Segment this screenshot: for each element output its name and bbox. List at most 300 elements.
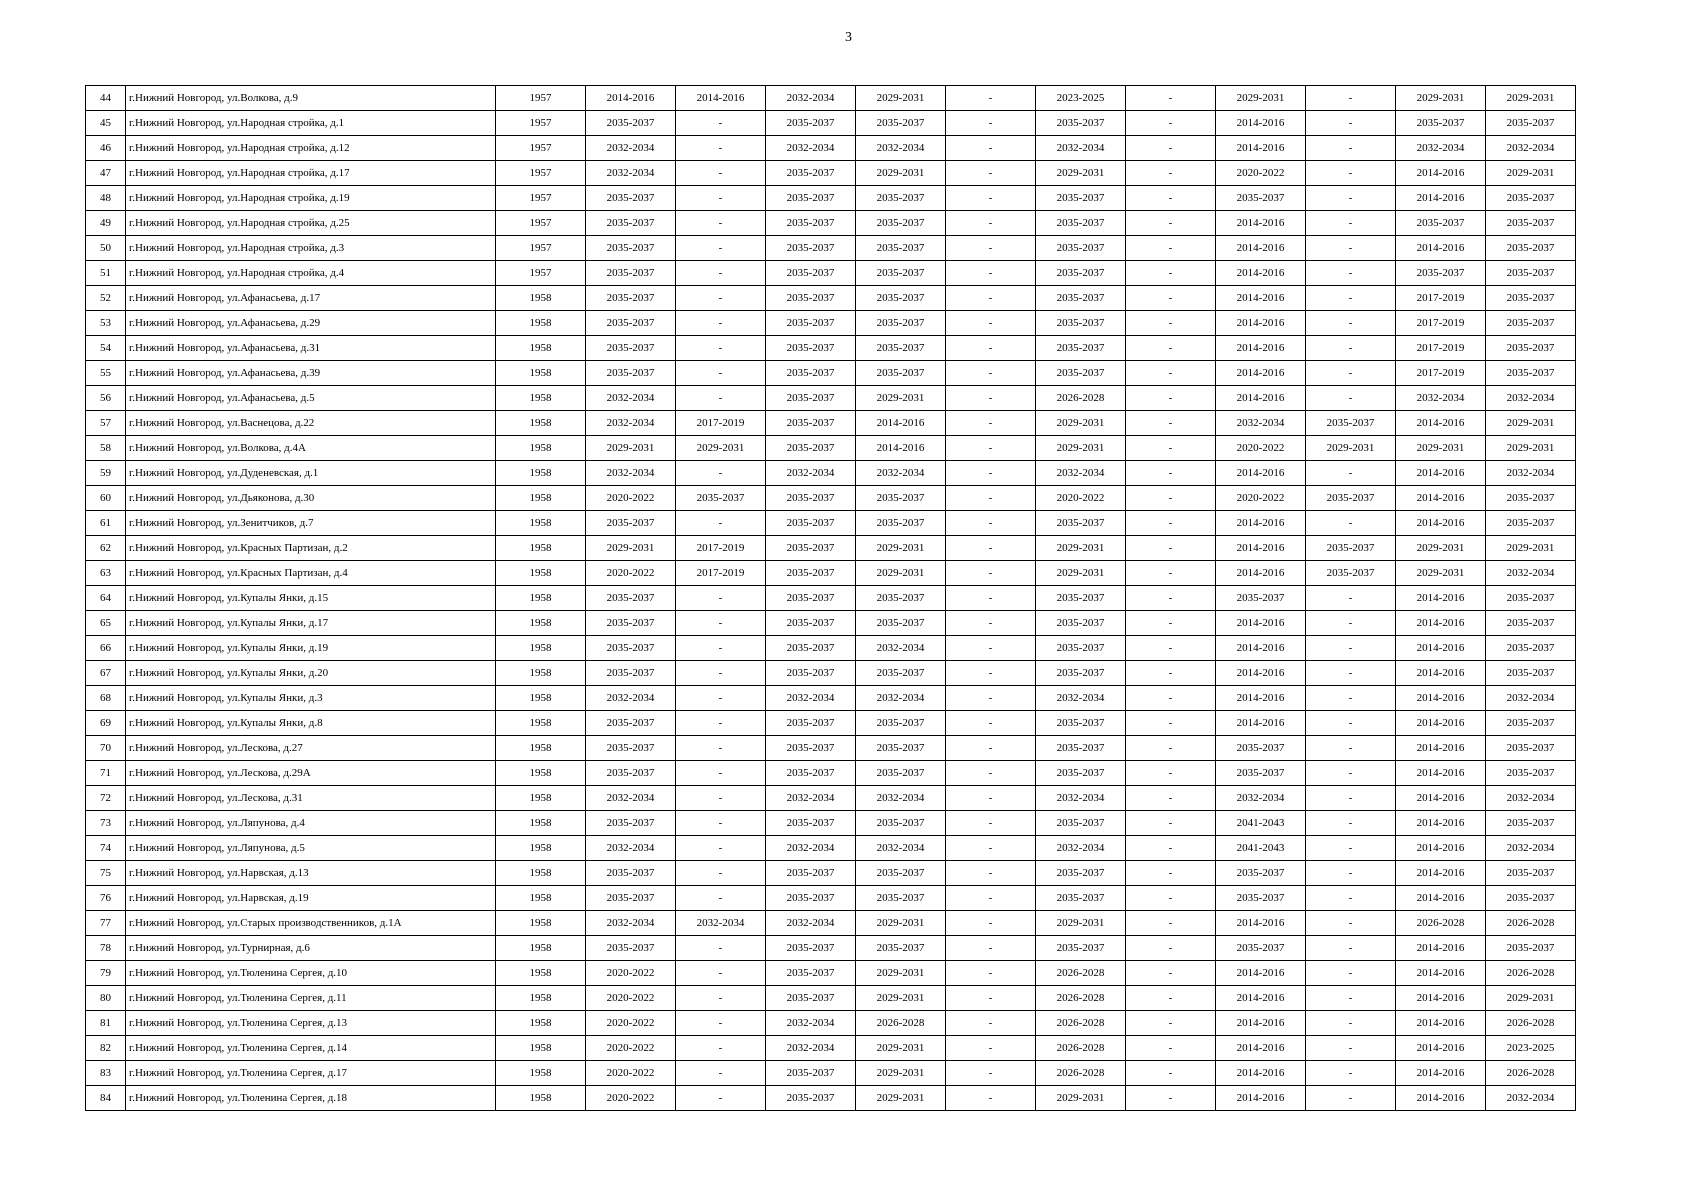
period-cell-4: 2035-2037 bbox=[856, 811, 946, 836]
period-cell-4: 2035-2037 bbox=[856, 311, 946, 336]
period-cell-8: 2014-2016 bbox=[1216, 1036, 1306, 1061]
period-cell-6: 2026-2028 bbox=[1036, 386, 1126, 411]
period-cell-2: 2032-2034 bbox=[676, 911, 766, 936]
period-cell-9: - bbox=[1306, 711, 1396, 736]
period-cell-8: 2035-2037 bbox=[1216, 936, 1306, 961]
period-cell-9: - bbox=[1306, 86, 1396, 111]
period-cell-6: 2035-2037 bbox=[1036, 111, 1126, 136]
period-cell-7: - bbox=[1126, 661, 1216, 686]
table-row bbox=[86, 161, 1576, 186]
period-cell-7: - bbox=[1126, 361, 1216, 386]
table-row bbox=[86, 511, 1576, 536]
period-cell-3: 2035-2037 bbox=[766, 561, 856, 586]
period-cell-8: 2014-2016 bbox=[1216, 561, 1306, 586]
period-cell-11: 2023-2025 bbox=[1486, 1036, 1576, 1061]
period-cell-10: 2014-2016 bbox=[1396, 586, 1486, 611]
period-cell-10: 2035-2037 bbox=[1396, 211, 1486, 236]
row-number-cell: 78 bbox=[86, 936, 126, 961]
period-cell-8: 2014-2016 bbox=[1216, 136, 1306, 161]
period-cell-7: - bbox=[1126, 311, 1216, 336]
address-cell: г.Нижний Новгород, ул.Афанасьева, д.29 bbox=[126, 311, 496, 336]
period-cell-11: 2032-2034 bbox=[1486, 461, 1576, 486]
period-cell-3: 2035-2037 bbox=[766, 311, 856, 336]
period-cell-10: 2014-2016 bbox=[1396, 1036, 1486, 1061]
row-number-cell: 81 bbox=[86, 1011, 126, 1036]
period-cell-1: 2035-2037 bbox=[586, 236, 676, 261]
period-cell-11: 2032-2034 bbox=[1486, 136, 1576, 161]
period-cell-9: 2035-2037 bbox=[1306, 486, 1396, 511]
period-cell-6: 2035-2037 bbox=[1036, 261, 1126, 286]
period-cell-9: - bbox=[1306, 586, 1396, 611]
period-cell-1: 2029-2031 bbox=[586, 536, 676, 561]
year-cell: 1958 bbox=[496, 686, 586, 711]
period-cell-1: 2035-2037 bbox=[586, 111, 676, 136]
row-number-cell: 51 bbox=[86, 261, 126, 286]
period-cell-4: 2035-2037 bbox=[856, 711, 946, 736]
period-cell-5: - bbox=[946, 536, 1036, 561]
period-cell-7: - bbox=[1126, 636, 1216, 661]
table-row bbox=[86, 436, 1576, 461]
period-cell-6: 2035-2037 bbox=[1036, 661, 1126, 686]
period-cell-3: 2035-2037 bbox=[766, 611, 856, 636]
period-cell-1: 2035-2037 bbox=[586, 711, 676, 736]
period-cell-2: - bbox=[676, 286, 766, 311]
period-cell-3: 2035-2037 bbox=[766, 486, 856, 511]
period-cell-10: 2014-2016 bbox=[1396, 1086, 1486, 1111]
period-cell-11: 2029-2031 bbox=[1486, 86, 1576, 111]
period-cell-5: - bbox=[946, 561, 1036, 586]
year-cell: 1958 bbox=[496, 836, 586, 861]
period-cell-2: 2017-2019 bbox=[676, 536, 766, 561]
period-cell-1: 2020-2022 bbox=[586, 961, 676, 986]
period-cell-10: 2032-2034 bbox=[1396, 136, 1486, 161]
period-cell-4: 2029-2031 bbox=[856, 961, 946, 986]
period-cell-11: 2032-2034 bbox=[1486, 1086, 1576, 1111]
row-number-cell: 68 bbox=[86, 686, 126, 711]
table-row bbox=[86, 236, 1576, 261]
address-cell: г.Нижний Новгород, ул.Ляпунова, д.5 bbox=[126, 836, 496, 861]
period-cell-5: - bbox=[946, 636, 1036, 661]
period-cell-4: 2029-2031 bbox=[856, 536, 946, 561]
period-cell-2: - bbox=[676, 136, 766, 161]
period-cell-9: - bbox=[1306, 286, 1396, 311]
period-cell-10: 2014-2016 bbox=[1396, 661, 1486, 686]
period-cell-8: 2032-2034 bbox=[1216, 411, 1306, 436]
year-cell: 1958 bbox=[496, 311, 586, 336]
period-cell-6: 2029-2031 bbox=[1036, 1086, 1126, 1111]
period-cell-7: - bbox=[1126, 136, 1216, 161]
period-cell-1: 2035-2037 bbox=[586, 811, 676, 836]
period-cell-2: - bbox=[676, 711, 766, 736]
period-cell-1: 2035-2037 bbox=[586, 736, 676, 761]
period-cell-11: 2035-2037 bbox=[1486, 111, 1576, 136]
period-cell-11: 2035-2037 bbox=[1486, 186, 1576, 211]
period-cell-11: 2035-2037 bbox=[1486, 811, 1576, 836]
period-cell-1: 2035-2037 bbox=[586, 636, 676, 661]
period-cell-11: 2026-2028 bbox=[1486, 961, 1576, 986]
period-cell-11: 2032-2034 bbox=[1486, 786, 1576, 811]
year-cell: 1958 bbox=[496, 611, 586, 636]
period-cell-5: - bbox=[946, 1036, 1036, 1061]
address-cell: г.Нижний Новгород, ул.Тюленина Сергея, д.10 bbox=[126, 961, 496, 986]
period-cell-3: 2035-2037 bbox=[766, 386, 856, 411]
period-cell-9: - bbox=[1306, 911, 1396, 936]
period-cell-1: 2032-2034 bbox=[586, 686, 676, 711]
period-cell-6: 2035-2037 bbox=[1036, 586, 1126, 611]
period-cell-1: 2032-2034 bbox=[586, 161, 676, 186]
row-number-cell: 50 bbox=[86, 236, 126, 261]
address-cell: г.Нижний Новгород, ул.Народная стройка, д.19 bbox=[126, 186, 496, 211]
period-cell-11: 2035-2037 bbox=[1486, 636, 1576, 661]
table-row bbox=[86, 911, 1576, 936]
period-cell-1: 2029-2031 bbox=[586, 436, 676, 461]
period-cell-10: 2035-2037 bbox=[1396, 261, 1486, 286]
table-row bbox=[86, 461, 1576, 486]
period-cell-5: - bbox=[946, 411, 1036, 436]
period-cell-8: 2014-2016 bbox=[1216, 611, 1306, 636]
table-row bbox=[86, 1036, 1576, 1061]
address-cell: г.Нижний Новгород, ул.Купалы Янки, д.15 bbox=[126, 586, 496, 611]
period-cell-4: 2032-2034 bbox=[856, 461, 946, 486]
period-cell-8: 2035-2037 bbox=[1216, 586, 1306, 611]
period-cell-3: 2035-2037 bbox=[766, 586, 856, 611]
period-cell-6: 2035-2037 bbox=[1036, 761, 1126, 786]
period-cell-4: 2029-2031 bbox=[856, 1086, 946, 1111]
period-cell-9: - bbox=[1306, 786, 1396, 811]
table-row bbox=[86, 836, 1576, 861]
row-number-cell: 53 bbox=[86, 311, 126, 336]
year-cell: 1958 bbox=[496, 461, 586, 486]
period-cell-1: 2020-2022 bbox=[586, 1036, 676, 1061]
period-cell-7: - bbox=[1126, 986, 1216, 1011]
year-cell: 1957 bbox=[496, 211, 586, 236]
period-cell-6: 2023-2025 bbox=[1036, 86, 1126, 111]
period-cell-6: 2035-2037 bbox=[1036, 611, 1126, 636]
period-cell-3: 2035-2037 bbox=[766, 536, 856, 561]
period-cell-10: 2014-2016 bbox=[1396, 186, 1486, 211]
period-cell-3: 2035-2037 bbox=[766, 211, 856, 236]
period-cell-7: - bbox=[1126, 386, 1216, 411]
period-cell-2: - bbox=[676, 611, 766, 636]
period-cell-5: - bbox=[946, 186, 1036, 211]
period-cell-2: - bbox=[676, 1086, 766, 1111]
period-cell-4: 2032-2034 bbox=[856, 686, 946, 711]
period-cell-1: 2020-2022 bbox=[586, 486, 676, 511]
period-cell-1: 2032-2034 bbox=[586, 136, 676, 161]
period-cell-8: 2014-2016 bbox=[1216, 511, 1306, 536]
period-cell-8: 2014-2016 bbox=[1216, 211, 1306, 236]
period-cell-4: 2029-2031 bbox=[856, 386, 946, 411]
row-number-cell: 60 bbox=[86, 486, 126, 511]
period-cell-8: 2035-2037 bbox=[1216, 861, 1306, 886]
period-cell-3: 2035-2037 bbox=[766, 1086, 856, 1111]
table-row bbox=[86, 936, 1576, 961]
row-number-cell: 70 bbox=[86, 736, 126, 761]
row-number-cell: 79 bbox=[86, 961, 126, 986]
period-cell-6: 2035-2037 bbox=[1036, 886, 1126, 911]
period-cell-9: - bbox=[1306, 636, 1396, 661]
period-cell-1: 2020-2022 bbox=[586, 1061, 676, 1086]
year-cell: 1957 bbox=[496, 186, 586, 211]
address-cell: г.Нижний Новгород, ул.Ляпунова, д.4 bbox=[126, 811, 496, 836]
period-cell-4: 2035-2037 bbox=[856, 186, 946, 211]
period-cell-3: 2032-2034 bbox=[766, 1011, 856, 1036]
address-cell: г.Нижний Новгород, ул.Дьяконова, д.30 bbox=[126, 486, 496, 511]
period-cell-4: 2035-2037 bbox=[856, 211, 946, 236]
period-cell-2: - bbox=[676, 211, 766, 236]
table-row bbox=[86, 711, 1576, 736]
period-cell-9: 2035-2037 bbox=[1306, 561, 1396, 586]
period-cell-10: 2029-2031 bbox=[1396, 86, 1486, 111]
table-row bbox=[86, 986, 1576, 1011]
period-cell-7: - bbox=[1126, 586, 1216, 611]
period-cell-1: 2035-2037 bbox=[586, 611, 676, 636]
period-cell-5: - bbox=[946, 461, 1036, 486]
period-cell-11: 2035-2037 bbox=[1486, 611, 1576, 636]
period-cell-5: - bbox=[946, 786, 1036, 811]
row-number-cell: 71 bbox=[86, 761, 126, 786]
address-cell: г.Нижний Новгород, ул.Тюленина Сергея, д.17 bbox=[126, 1061, 496, 1086]
period-cell-4: 2035-2037 bbox=[856, 261, 946, 286]
period-cell-5: - bbox=[946, 361, 1036, 386]
period-cell-2: - bbox=[676, 986, 766, 1011]
period-cell-1: 2035-2037 bbox=[586, 261, 676, 286]
period-cell-7: - bbox=[1126, 936, 1216, 961]
period-cell-1: 2035-2037 bbox=[586, 186, 676, 211]
row-number-cell: 67 bbox=[86, 661, 126, 686]
year-cell: 1958 bbox=[496, 786, 586, 811]
address-cell: г.Нижний Новгород, ул.Старых производственников, д.1А bbox=[126, 911, 496, 936]
year-cell: 1958 bbox=[496, 711, 586, 736]
address-cell: г.Нижний Новгород, ул.Купалы Янки, д.17 bbox=[126, 611, 496, 636]
period-cell-6: 2029-2031 bbox=[1036, 536, 1126, 561]
table-row bbox=[86, 586, 1576, 611]
period-cell-10: 2014-2016 bbox=[1396, 1011, 1486, 1036]
period-cell-3: 2035-2037 bbox=[766, 161, 856, 186]
period-cell-3: 2032-2034 bbox=[766, 911, 856, 936]
period-cell-10: 2014-2016 bbox=[1396, 811, 1486, 836]
period-cell-5: - bbox=[946, 211, 1036, 236]
period-cell-8: 2035-2037 bbox=[1216, 186, 1306, 211]
period-cell-4: 2035-2037 bbox=[856, 611, 946, 636]
period-cell-3: 2035-2037 bbox=[766, 711, 856, 736]
address-cell: г.Нижний Новгород, ул.Афанасьева, д.31 bbox=[126, 336, 496, 361]
table-row bbox=[86, 136, 1576, 161]
period-cell-7: - bbox=[1126, 1011, 1216, 1036]
period-cell-11: 2035-2037 bbox=[1486, 861, 1576, 886]
year-cell: 1957 bbox=[496, 86, 586, 111]
row-number-cell: 46 bbox=[86, 136, 126, 161]
period-cell-1: 2020-2022 bbox=[586, 986, 676, 1011]
period-cell-3: 2035-2037 bbox=[766, 736, 856, 761]
period-cell-3: 2035-2037 bbox=[766, 1061, 856, 1086]
period-cell-6: 2035-2037 bbox=[1036, 861, 1126, 886]
period-cell-10: 2014-2016 bbox=[1396, 686, 1486, 711]
period-cell-5: - bbox=[946, 1086, 1036, 1111]
period-cell-11: 2035-2037 bbox=[1486, 311, 1576, 336]
period-cell-11: 2032-2034 bbox=[1486, 561, 1576, 586]
period-cell-2: 2029-2031 bbox=[676, 436, 766, 461]
period-cell-10: 2029-2031 bbox=[1396, 436, 1486, 461]
period-cell-1: 2035-2037 bbox=[586, 886, 676, 911]
row-number-cell: 59 bbox=[86, 461, 126, 486]
table-row bbox=[86, 661, 1576, 686]
period-cell-9: - bbox=[1306, 886, 1396, 911]
period-cell-11: 2026-2028 bbox=[1486, 1061, 1576, 1086]
period-cell-4: 2035-2037 bbox=[856, 761, 946, 786]
year-cell: 1958 bbox=[496, 336, 586, 361]
period-cell-5: - bbox=[946, 711, 1036, 736]
period-cell-3: 2035-2037 bbox=[766, 861, 856, 886]
period-cell-6: 2032-2034 bbox=[1036, 461, 1126, 486]
table-row bbox=[86, 336, 1576, 361]
row-number-cell: 62 bbox=[86, 536, 126, 561]
period-cell-8: 2014-2016 bbox=[1216, 536, 1306, 561]
address-cell: г.Нижний Новгород, ул.Афанасьева, д.39 bbox=[126, 361, 496, 386]
period-cell-6: 2029-2031 bbox=[1036, 561, 1126, 586]
period-cell-6: 2035-2037 bbox=[1036, 636, 1126, 661]
address-cell: г.Нижний Новгород, ул.Тюленина Сергея, д.13 bbox=[126, 1011, 496, 1036]
period-cell-7: - bbox=[1126, 1061, 1216, 1086]
period-cell-2: - bbox=[676, 686, 766, 711]
row-number-cell: 58 bbox=[86, 436, 126, 461]
period-cell-1: 2032-2034 bbox=[586, 786, 676, 811]
period-cell-10: 2014-2016 bbox=[1396, 161, 1486, 186]
period-cell-7: - bbox=[1126, 286, 1216, 311]
period-cell-9: - bbox=[1306, 661, 1396, 686]
year-cell: 1958 bbox=[496, 1036, 586, 1061]
period-cell-6: 2035-2037 bbox=[1036, 236, 1126, 261]
period-cell-2: - bbox=[676, 811, 766, 836]
period-cell-11: 2032-2034 bbox=[1486, 386, 1576, 411]
period-cell-9: - bbox=[1306, 111, 1396, 136]
period-cell-5: - bbox=[946, 586, 1036, 611]
period-cell-11: 2026-2028 bbox=[1486, 911, 1576, 936]
table-row bbox=[86, 761, 1576, 786]
period-cell-5: - bbox=[946, 136, 1036, 161]
period-cell-10: 2014-2016 bbox=[1396, 461, 1486, 486]
period-cell-1: 2032-2034 bbox=[586, 386, 676, 411]
period-cell-1: 2020-2022 bbox=[586, 561, 676, 586]
address-cell: г.Нижний Новгород, ул.Купалы Янки, д.20 bbox=[126, 661, 496, 686]
address-cell: г.Нижний Новгород, ул.Народная стройка, д.12 bbox=[126, 136, 496, 161]
address-cell: г.Нижний Новгород, ул.Купалы Янки, д.8 bbox=[126, 711, 496, 736]
period-cell-6: 2035-2037 bbox=[1036, 211, 1126, 236]
period-cell-11: 2035-2037 bbox=[1486, 486, 1576, 511]
address-cell: г.Нижний Новгород, ул.Тюленина Сергея, д.11 bbox=[126, 986, 496, 1011]
period-cell-11: 2035-2037 bbox=[1486, 336, 1576, 361]
row-number-cell: 83 bbox=[86, 1061, 126, 1086]
table-row bbox=[86, 786, 1576, 811]
year-cell: 1957 bbox=[496, 111, 586, 136]
period-cell-8: 2020-2022 bbox=[1216, 161, 1306, 186]
address-cell: г.Нижний Новгород, ул.Зенитчиков, д.7 bbox=[126, 511, 496, 536]
period-cell-2: - bbox=[676, 236, 766, 261]
period-cell-7: - bbox=[1126, 736, 1216, 761]
period-cell-1: 2032-2034 bbox=[586, 911, 676, 936]
period-cell-8: 2014-2016 bbox=[1216, 711, 1306, 736]
period-cell-11: 2035-2037 bbox=[1486, 761, 1576, 786]
period-cell-3: 2035-2037 bbox=[766, 186, 856, 211]
period-cell-1: 2035-2037 bbox=[586, 211, 676, 236]
period-cell-7: - bbox=[1126, 1036, 1216, 1061]
period-cell-8: 2014-2016 bbox=[1216, 911, 1306, 936]
period-cell-4: 2032-2034 bbox=[856, 836, 946, 861]
table-row bbox=[86, 261, 1576, 286]
period-cell-4: 2026-2028 bbox=[856, 1011, 946, 1036]
period-cell-5: - bbox=[946, 161, 1036, 186]
period-cell-11: 2035-2037 bbox=[1486, 286, 1576, 311]
period-cell-8: 2014-2016 bbox=[1216, 311, 1306, 336]
period-cell-11: 2035-2037 bbox=[1486, 586, 1576, 611]
period-cell-5: - bbox=[946, 261, 1036, 286]
period-cell-2: - bbox=[676, 261, 766, 286]
year-cell: 1958 bbox=[496, 761, 586, 786]
period-cell-9: - bbox=[1306, 736, 1396, 761]
period-cell-8: 2014-2016 bbox=[1216, 386, 1306, 411]
period-cell-1: 2014-2016 bbox=[586, 86, 676, 111]
period-cell-6: 2035-2037 bbox=[1036, 736, 1126, 761]
period-cell-5: - bbox=[946, 911, 1036, 936]
period-cell-7: - bbox=[1126, 86, 1216, 111]
period-cell-7: - bbox=[1126, 436, 1216, 461]
period-cell-11: 2035-2037 bbox=[1486, 736, 1576, 761]
period-cell-5: - bbox=[946, 886, 1036, 911]
address-cell: г.Нижний Новгород, ул.Тюленина Сергея, д.14 bbox=[126, 1036, 496, 1061]
period-cell-3: 2035-2037 bbox=[766, 511, 856, 536]
period-cell-4: 2035-2037 bbox=[856, 886, 946, 911]
address-cell: г.Нижний Новгород, ул.Тюленина Сергея, д.18 bbox=[126, 1086, 496, 1111]
table-row bbox=[86, 186, 1576, 211]
period-cell-2: - bbox=[676, 336, 766, 361]
year-cell: 1958 bbox=[496, 361, 586, 386]
period-cell-5: - bbox=[946, 486, 1036, 511]
period-cell-8: 2014-2016 bbox=[1216, 636, 1306, 661]
period-cell-9: - bbox=[1306, 836, 1396, 861]
period-cell-4: 2029-2031 bbox=[856, 1036, 946, 1061]
period-cell-6: 2029-2031 bbox=[1036, 411, 1126, 436]
period-cell-11: 2029-2031 bbox=[1486, 411, 1576, 436]
period-cell-9: - bbox=[1306, 186, 1396, 211]
period-cell-4: 2035-2037 bbox=[856, 236, 946, 261]
address-cell: г.Нижний Новгород, ул.Волкова, д.4А bbox=[126, 436, 496, 461]
row-number-cell: 72 bbox=[86, 786, 126, 811]
period-cell-1: 2035-2037 bbox=[586, 511, 676, 536]
address-cell: г.Нижний Новгород, ул.Лескова, д.31 bbox=[126, 786, 496, 811]
year-cell: 1958 bbox=[496, 986, 586, 1011]
period-cell-7: - bbox=[1126, 961, 1216, 986]
period-cell-3: 2035-2037 bbox=[766, 336, 856, 361]
period-cell-3: 2035-2037 bbox=[766, 936, 856, 961]
period-cell-10: 2014-2016 bbox=[1396, 486, 1486, 511]
period-cell-10: 2014-2016 bbox=[1396, 886, 1486, 911]
period-cell-6: 2032-2034 bbox=[1036, 136, 1126, 161]
period-cell-7: - bbox=[1126, 786, 1216, 811]
table-row bbox=[86, 686, 1576, 711]
period-cell-2: - bbox=[676, 111, 766, 136]
period-cell-9: - bbox=[1306, 1036, 1396, 1061]
period-cell-10: 2014-2016 bbox=[1396, 711, 1486, 736]
period-cell-10: 2014-2016 bbox=[1396, 236, 1486, 261]
period-cell-5: - bbox=[946, 386, 1036, 411]
table-row bbox=[86, 411, 1576, 436]
table-row bbox=[86, 861, 1576, 886]
period-cell-5: - bbox=[946, 236, 1036, 261]
period-cell-5: - bbox=[946, 961, 1036, 986]
period-cell-7: - bbox=[1126, 336, 1216, 361]
period-cell-3: 2035-2037 bbox=[766, 411, 856, 436]
address-cell: г.Нижний Новгород, ул.Купалы Янки, д.3 bbox=[126, 686, 496, 711]
